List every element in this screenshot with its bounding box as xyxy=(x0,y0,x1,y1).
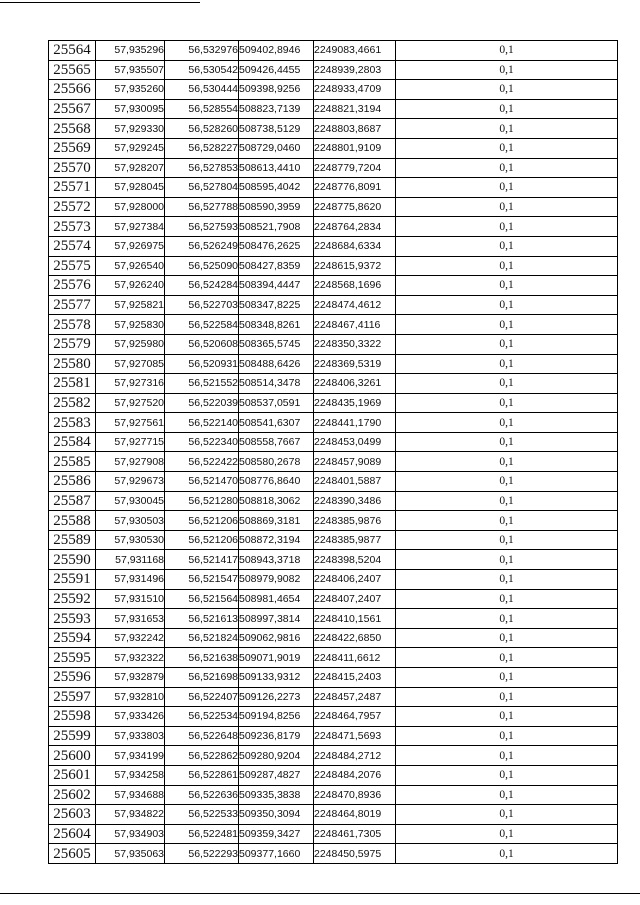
longitude-cell: 56,520931 xyxy=(165,354,239,374)
latitude-cell: 57,934822 xyxy=(96,805,165,825)
table-row xyxy=(49,138,618,158)
y-coordinate-cell: 2248453,0499 xyxy=(314,432,396,452)
longitude-cell: 56,522862 xyxy=(165,746,239,766)
table-row xyxy=(49,315,618,335)
accuracy-cell: 0,1 xyxy=(396,315,618,335)
x-coordinate-cell: 508476,2625 xyxy=(239,236,314,256)
x-coordinate-cell: 509194,8256 xyxy=(239,707,314,727)
latitude-cell: 57,926540 xyxy=(96,256,165,276)
longitude-cell: 56,521206 xyxy=(165,530,239,550)
table-row xyxy=(49,726,618,746)
accuracy-cell: 0,1 xyxy=(396,589,618,609)
longitude-cell: 56,521613 xyxy=(165,609,239,629)
x-coordinate-cell: 508997,3814 xyxy=(239,609,314,629)
point-number-cell: 25572 xyxy=(49,197,96,217)
x-coordinate-cell: 508776,8640 xyxy=(239,472,314,492)
latitude-cell: 57,927316 xyxy=(96,374,165,394)
x-coordinate-cell: 509402,8946 xyxy=(239,41,314,61)
y-coordinate-cell: 2248406,3261 xyxy=(314,374,396,394)
accuracy-cell: 0,1 xyxy=(396,41,618,61)
point-number-cell: 25583 xyxy=(49,413,96,433)
x-coordinate-cell: 508514,3478 xyxy=(239,374,314,394)
x-coordinate-cell: 509377,1660 xyxy=(239,844,314,864)
latitude-cell: 57,932879 xyxy=(96,668,165,688)
table-row xyxy=(49,550,618,570)
latitude-cell: 57,934258 xyxy=(96,765,165,785)
accuracy-cell: 0,1 xyxy=(396,726,618,746)
accuracy-cell: 0,1 xyxy=(396,511,618,531)
point-number-cell: 25604 xyxy=(49,824,96,844)
y-coordinate-cell: 2248450,5975 xyxy=(314,844,396,864)
table-row xyxy=(49,41,618,61)
table-row xyxy=(49,413,618,433)
point-number-cell: 25590 xyxy=(49,550,96,570)
latitude-cell: 57,925830 xyxy=(96,315,165,335)
y-coordinate-cell: 2248933,4709 xyxy=(314,80,396,100)
latitude-cell: 57,931653 xyxy=(96,609,165,629)
latitude-cell: 57,927384 xyxy=(96,217,165,237)
accuracy-cell: 0,1 xyxy=(396,158,618,178)
accuracy-cell: 0,1 xyxy=(396,707,618,727)
latitude-cell: 57,932242 xyxy=(96,628,165,648)
accuracy-cell: 0,1 xyxy=(396,687,618,707)
y-coordinate-cell: 2248803,8687 xyxy=(314,119,396,139)
x-coordinate-cell: 508541,6307 xyxy=(239,413,314,433)
y-coordinate-cell: 2248422,6850 xyxy=(314,628,396,648)
table-row xyxy=(49,393,618,413)
x-coordinate-cell: 508869,3181 xyxy=(239,511,314,531)
latitude-cell: 57,927561 xyxy=(96,413,165,433)
point-number-cell: 25594 xyxy=(49,628,96,648)
x-coordinate-cell: 509133,9312 xyxy=(239,668,314,688)
x-coordinate-cell: 508943,3718 xyxy=(239,550,314,570)
x-coordinate-cell: 508580,2678 xyxy=(239,452,314,472)
longitude-cell: 56,528554 xyxy=(165,99,239,119)
longitude-cell: 56,522584 xyxy=(165,315,239,335)
y-coordinate-cell: 2248939,2803 xyxy=(314,60,396,80)
longitude-cell: 56,528260 xyxy=(165,119,239,139)
table-row xyxy=(49,374,618,394)
table-row xyxy=(49,491,618,511)
latitude-cell: 57,935507 xyxy=(96,60,165,80)
accuracy-cell: 0,1 xyxy=(396,668,618,688)
y-coordinate-cell: 2248467,4116 xyxy=(314,315,396,335)
table-row xyxy=(49,452,618,472)
accuracy-cell: 0,1 xyxy=(396,374,618,394)
latitude-cell: 57,932322 xyxy=(96,648,165,668)
table-row xyxy=(49,785,618,805)
accuracy-cell: 0,1 xyxy=(396,648,618,668)
latitude-cell: 57,927908 xyxy=(96,452,165,472)
point-number-cell: 25592 xyxy=(49,589,96,609)
latitude-cell: 57,932810 xyxy=(96,687,165,707)
coordinates-table xyxy=(48,40,618,864)
longitude-cell: 56,527593 xyxy=(165,217,239,237)
latitude-cell: 57,929245 xyxy=(96,138,165,158)
accuracy-cell: 0,1 xyxy=(396,628,618,648)
table-row xyxy=(49,765,618,785)
y-coordinate-cell: 2248411,6612 xyxy=(314,648,396,668)
y-coordinate-cell: 2248821,3194 xyxy=(314,99,396,119)
accuracy-cell: 0,1 xyxy=(396,530,618,550)
y-coordinate-cell: 2248401,5887 xyxy=(314,472,396,492)
table-row xyxy=(49,158,618,178)
y-coordinate-cell: 2248441,1790 xyxy=(314,413,396,433)
y-coordinate-cell: 2248385,9876 xyxy=(314,511,396,531)
longitude-cell: 56,528227 xyxy=(165,138,239,158)
accuracy-cell: 0,1 xyxy=(396,99,618,119)
longitude-cell: 56,522422 xyxy=(165,452,239,472)
table-row xyxy=(49,824,618,844)
y-coordinate-cell: 2248801,9109 xyxy=(314,138,396,158)
latitude-cell: 57,934199 xyxy=(96,746,165,766)
x-coordinate-cell: 509236,8179 xyxy=(239,726,314,746)
y-coordinate-cell: 2248776,8091 xyxy=(314,178,396,198)
y-coordinate-cell: 2248410,1561 xyxy=(314,609,396,629)
latitude-cell: 57,931496 xyxy=(96,570,165,590)
accuracy-cell: 0,1 xyxy=(396,746,618,766)
y-coordinate-cell: 2248385,9877 xyxy=(314,530,396,550)
latitude-cell: 57,925980 xyxy=(96,334,165,354)
accuracy-cell: 0,1 xyxy=(396,334,618,354)
latitude-cell: 57,935296 xyxy=(96,41,165,61)
longitude-cell: 56,521206 xyxy=(165,511,239,531)
accuracy-cell: 0,1 xyxy=(396,550,618,570)
point-number-cell: 25588 xyxy=(49,511,96,531)
x-coordinate-cell: 508348,8261 xyxy=(239,315,314,335)
longitude-cell: 56,526249 xyxy=(165,236,239,256)
table-row xyxy=(49,197,618,217)
y-coordinate-cell: 2248390,3486 xyxy=(314,491,396,511)
point-number-cell: 25589 xyxy=(49,530,96,550)
y-coordinate-cell: 2248779,7204 xyxy=(314,158,396,178)
accuracy-cell: 0,1 xyxy=(396,452,618,472)
point-number-cell: 25566 xyxy=(49,80,96,100)
accuracy-cell: 0,1 xyxy=(396,785,618,805)
bottom-rule xyxy=(0,893,640,894)
longitude-cell: 56,522039 xyxy=(165,393,239,413)
longitude-cell: 56,522534 xyxy=(165,707,239,727)
accuracy-cell: 0,1 xyxy=(396,844,618,864)
accuracy-cell: 0,1 xyxy=(396,432,618,452)
y-coordinate-cell: 2248464,8019 xyxy=(314,805,396,825)
latitude-cell: 57,927715 xyxy=(96,432,165,452)
table-row xyxy=(49,80,618,100)
x-coordinate-cell: 509359,3427 xyxy=(239,824,314,844)
table-row xyxy=(49,256,618,276)
longitude-cell: 56,527853 xyxy=(165,158,239,178)
accuracy-cell: 0,1 xyxy=(396,197,618,217)
x-coordinate-cell: 509071,9019 xyxy=(239,648,314,668)
point-number-cell: 25568 xyxy=(49,119,96,139)
point-number-cell: 25587 xyxy=(49,491,96,511)
accuracy-cell: 0,1 xyxy=(396,765,618,785)
table-row xyxy=(49,236,618,256)
x-coordinate-cell: 509335,3838 xyxy=(239,785,314,805)
latitude-cell: 57,930095 xyxy=(96,99,165,119)
point-number-cell: 25578 xyxy=(49,315,96,335)
accuracy-cell: 0,1 xyxy=(396,491,618,511)
point-number-cell: 25603 xyxy=(49,805,96,825)
longitude-cell: 56,522861 xyxy=(165,765,239,785)
longitude-cell: 56,532976 xyxy=(165,41,239,61)
y-coordinate-cell: 2248470,8936 xyxy=(314,785,396,805)
longitude-cell: 56,524284 xyxy=(165,276,239,296)
table-row xyxy=(49,119,618,139)
x-coordinate-cell: 508613,4410 xyxy=(239,158,314,178)
point-number-cell: 25573 xyxy=(49,217,96,237)
point-number-cell: 25564 xyxy=(49,41,96,61)
table-row xyxy=(49,570,618,590)
point-number-cell: 25565 xyxy=(49,60,96,80)
longitude-cell: 56,521552 xyxy=(165,374,239,394)
longitude-cell: 56,530444 xyxy=(165,80,239,100)
y-coordinate-cell: 2249083,4661 xyxy=(314,41,396,61)
x-coordinate-cell: 508729,0460 xyxy=(239,138,314,158)
latitude-cell: 57,926240 xyxy=(96,276,165,296)
point-number-cell: 25600 xyxy=(49,746,96,766)
point-number-cell: 25575 xyxy=(49,256,96,276)
x-coordinate-cell: 508590,3959 xyxy=(239,197,314,217)
accuracy-cell: 0,1 xyxy=(396,119,618,139)
point-number-cell: 25582 xyxy=(49,393,96,413)
y-coordinate-cell: 2248764,2834 xyxy=(314,217,396,237)
y-coordinate-cell: 2248615,9372 xyxy=(314,256,396,276)
point-number-cell: 25569 xyxy=(49,138,96,158)
y-coordinate-cell: 2248461,7305 xyxy=(314,824,396,844)
y-coordinate-cell: 2248406,2407 xyxy=(314,570,396,590)
longitude-cell: 56,522140 xyxy=(165,413,239,433)
table-row xyxy=(49,60,618,80)
table-row xyxy=(49,432,618,452)
y-coordinate-cell: 2248407,2407 xyxy=(314,589,396,609)
y-coordinate-cell: 2248775,8620 xyxy=(314,197,396,217)
y-coordinate-cell: 2248457,9089 xyxy=(314,452,396,472)
point-number-cell: 25596 xyxy=(49,668,96,688)
x-coordinate-cell: 508818,3062 xyxy=(239,491,314,511)
latitude-cell: 57,930530 xyxy=(96,530,165,550)
y-coordinate-cell: 2248415,2403 xyxy=(314,668,396,688)
point-number-cell: 25579 xyxy=(49,334,96,354)
y-coordinate-cell: 2248369,5319 xyxy=(314,354,396,374)
latitude-cell: 57,927520 xyxy=(96,393,165,413)
point-number-cell: 25605 xyxy=(49,844,96,864)
accuracy-cell: 0,1 xyxy=(396,295,618,315)
longitude-cell: 56,521564 xyxy=(165,589,239,609)
accuracy-cell: 0,1 xyxy=(396,413,618,433)
accuracy-cell: 0,1 xyxy=(396,472,618,492)
accuracy-cell: 0,1 xyxy=(396,138,618,158)
y-coordinate-cell: 2248435,1969 xyxy=(314,393,396,413)
point-number-cell: 25602 xyxy=(49,785,96,805)
y-coordinate-cell: 2248484,2076 xyxy=(314,765,396,785)
x-coordinate-cell: 508488,6426 xyxy=(239,354,314,374)
longitude-cell: 56,527788 xyxy=(165,197,239,217)
y-coordinate-cell: 2248464,7957 xyxy=(314,707,396,727)
y-coordinate-cell: 2248474,4612 xyxy=(314,295,396,315)
table-row xyxy=(49,746,618,766)
latitude-cell: 57,934688 xyxy=(96,785,165,805)
x-coordinate-cell: 508537,0591 xyxy=(239,393,314,413)
latitude-cell: 57,925821 xyxy=(96,295,165,315)
table-row xyxy=(49,805,618,825)
accuracy-cell: 0,1 xyxy=(396,354,618,374)
accuracy-cell: 0,1 xyxy=(396,60,618,80)
table-row xyxy=(49,472,618,492)
longitude-cell: 56,522703 xyxy=(165,295,239,315)
table-row xyxy=(49,276,618,296)
point-number-cell: 25584 xyxy=(49,432,96,452)
x-coordinate-cell: 508595,4042 xyxy=(239,178,314,198)
table-row xyxy=(49,511,618,531)
accuracy-cell: 0,1 xyxy=(396,217,618,237)
point-number-cell: 25601 xyxy=(49,765,96,785)
x-coordinate-cell: 509426,4455 xyxy=(239,60,314,80)
x-coordinate-cell: 509062,9816 xyxy=(239,628,314,648)
table-row xyxy=(49,687,618,707)
longitude-cell: 56,521417 xyxy=(165,550,239,570)
longitude-cell: 56,522648 xyxy=(165,726,239,746)
y-coordinate-cell: 2248350,3322 xyxy=(314,334,396,354)
longitude-cell: 56,530542 xyxy=(165,60,239,80)
accuracy-cell: 0,1 xyxy=(396,178,618,198)
accuracy-cell: 0,1 xyxy=(396,609,618,629)
table-row xyxy=(49,530,618,550)
longitude-cell: 56,521547 xyxy=(165,570,239,590)
longitude-cell: 56,522533 xyxy=(165,805,239,825)
latitude-cell: 57,931510 xyxy=(96,589,165,609)
y-coordinate-cell: 2248484,2712 xyxy=(314,746,396,766)
longitude-cell: 56,527804 xyxy=(165,178,239,198)
latitude-cell: 57,933803 xyxy=(96,726,165,746)
accuracy-cell: 0,1 xyxy=(396,80,618,100)
table-row xyxy=(49,707,618,727)
coordinates-table-body xyxy=(49,41,618,864)
x-coordinate-cell: 508394,4447 xyxy=(239,276,314,296)
table-row xyxy=(49,217,618,237)
x-coordinate-cell: 508427,8359 xyxy=(239,256,314,276)
longitude-cell: 56,522293 xyxy=(165,844,239,864)
longitude-cell: 56,521698 xyxy=(165,668,239,688)
point-number-cell: 25591 xyxy=(49,570,96,590)
x-coordinate-cell: 508738,5129 xyxy=(239,119,314,139)
accuracy-cell: 0,1 xyxy=(396,276,618,296)
longitude-cell: 56,525090 xyxy=(165,256,239,276)
table-row xyxy=(49,668,618,688)
x-coordinate-cell: 509398,9256 xyxy=(239,80,314,100)
longitude-cell: 56,522481 xyxy=(165,824,239,844)
x-coordinate-cell: 508347,8225 xyxy=(239,295,314,315)
table-row xyxy=(49,334,618,354)
latitude-cell: 57,930045 xyxy=(96,491,165,511)
latitude-cell: 57,931168 xyxy=(96,550,165,570)
accuracy-cell: 0,1 xyxy=(396,824,618,844)
point-number-cell: 25599 xyxy=(49,726,96,746)
accuracy-cell: 0,1 xyxy=(396,236,618,256)
point-number-cell: 25571 xyxy=(49,178,96,198)
point-number-cell: 25585 xyxy=(49,452,96,472)
longitude-cell: 56,522407 xyxy=(165,687,239,707)
latitude-cell: 57,935260 xyxy=(96,80,165,100)
latitude-cell: 57,929330 xyxy=(96,119,165,139)
point-number-cell: 25597 xyxy=(49,687,96,707)
table-row xyxy=(49,844,618,864)
x-coordinate-cell: 508558,7667 xyxy=(239,432,314,452)
latitude-cell: 57,928000 xyxy=(96,197,165,217)
table-row xyxy=(49,609,618,629)
longitude-cell: 56,522340 xyxy=(165,432,239,452)
x-coordinate-cell: 509287,4827 xyxy=(239,765,314,785)
latitude-cell: 57,935063 xyxy=(96,844,165,864)
accuracy-cell: 0,1 xyxy=(396,393,618,413)
point-number-cell: 25567 xyxy=(49,99,96,119)
point-number-cell: 25598 xyxy=(49,707,96,727)
table-row xyxy=(49,589,618,609)
x-coordinate-cell: 508365,5745 xyxy=(239,334,314,354)
top-rule xyxy=(0,2,200,3)
point-number-cell: 25574 xyxy=(49,236,96,256)
table-row xyxy=(49,628,618,648)
latitude-cell: 57,927085 xyxy=(96,354,165,374)
longitude-cell: 56,521638 xyxy=(165,648,239,668)
table-row xyxy=(49,354,618,374)
latitude-cell: 57,934903 xyxy=(96,824,165,844)
table-row xyxy=(49,648,618,668)
longitude-cell: 56,520608 xyxy=(165,334,239,354)
x-coordinate-cell: 509126,2273 xyxy=(239,687,314,707)
accuracy-cell: 0,1 xyxy=(396,256,618,276)
latitude-cell: 57,928207 xyxy=(96,158,165,178)
latitude-cell: 57,930503 xyxy=(96,511,165,531)
y-coordinate-cell: 2248457,2487 xyxy=(314,687,396,707)
y-coordinate-cell: 2248568,1696 xyxy=(314,276,396,296)
y-coordinate-cell: 2248684,6334 xyxy=(314,236,396,256)
point-number-cell: 25593 xyxy=(49,609,96,629)
accuracy-cell: 0,1 xyxy=(396,570,618,590)
latitude-cell: 57,933426 xyxy=(96,707,165,727)
y-coordinate-cell: 2248398,5204 xyxy=(314,550,396,570)
longitude-cell: 56,522636 xyxy=(165,785,239,805)
latitude-cell: 57,928045 xyxy=(96,178,165,198)
latitude-cell: 57,929673 xyxy=(96,472,165,492)
x-coordinate-cell: 509350,3094 xyxy=(239,805,314,825)
point-number-cell: 25570 xyxy=(49,158,96,178)
table-row xyxy=(49,295,618,315)
accuracy-cell: 0,1 xyxy=(396,805,618,825)
latitude-cell: 57,926975 xyxy=(96,236,165,256)
longitude-cell: 56,521280 xyxy=(165,491,239,511)
y-coordinate-cell: 2248471,5693 xyxy=(314,726,396,746)
x-coordinate-cell: 509280,9204 xyxy=(239,746,314,766)
point-number-cell: 25595 xyxy=(49,648,96,668)
x-coordinate-cell: 508981,4654 xyxy=(239,589,314,609)
x-coordinate-cell: 508823,7139 xyxy=(239,99,314,119)
point-number-cell: 25581 xyxy=(49,374,96,394)
point-number-cell: 25576 xyxy=(49,276,96,296)
x-coordinate-cell: 508979,9082 xyxy=(239,570,314,590)
x-coordinate-cell: 508872,3194 xyxy=(239,530,314,550)
point-number-cell: 25577 xyxy=(49,295,96,315)
point-number-cell: 25580 xyxy=(49,354,96,374)
longitude-cell: 56,521470 xyxy=(165,472,239,492)
x-coordinate-cell: 508521,7908 xyxy=(239,217,314,237)
table-row xyxy=(49,178,618,198)
point-number-cell: 25586 xyxy=(49,472,96,492)
table-row xyxy=(49,99,618,119)
longitude-cell: 56,521824 xyxy=(165,628,239,648)
